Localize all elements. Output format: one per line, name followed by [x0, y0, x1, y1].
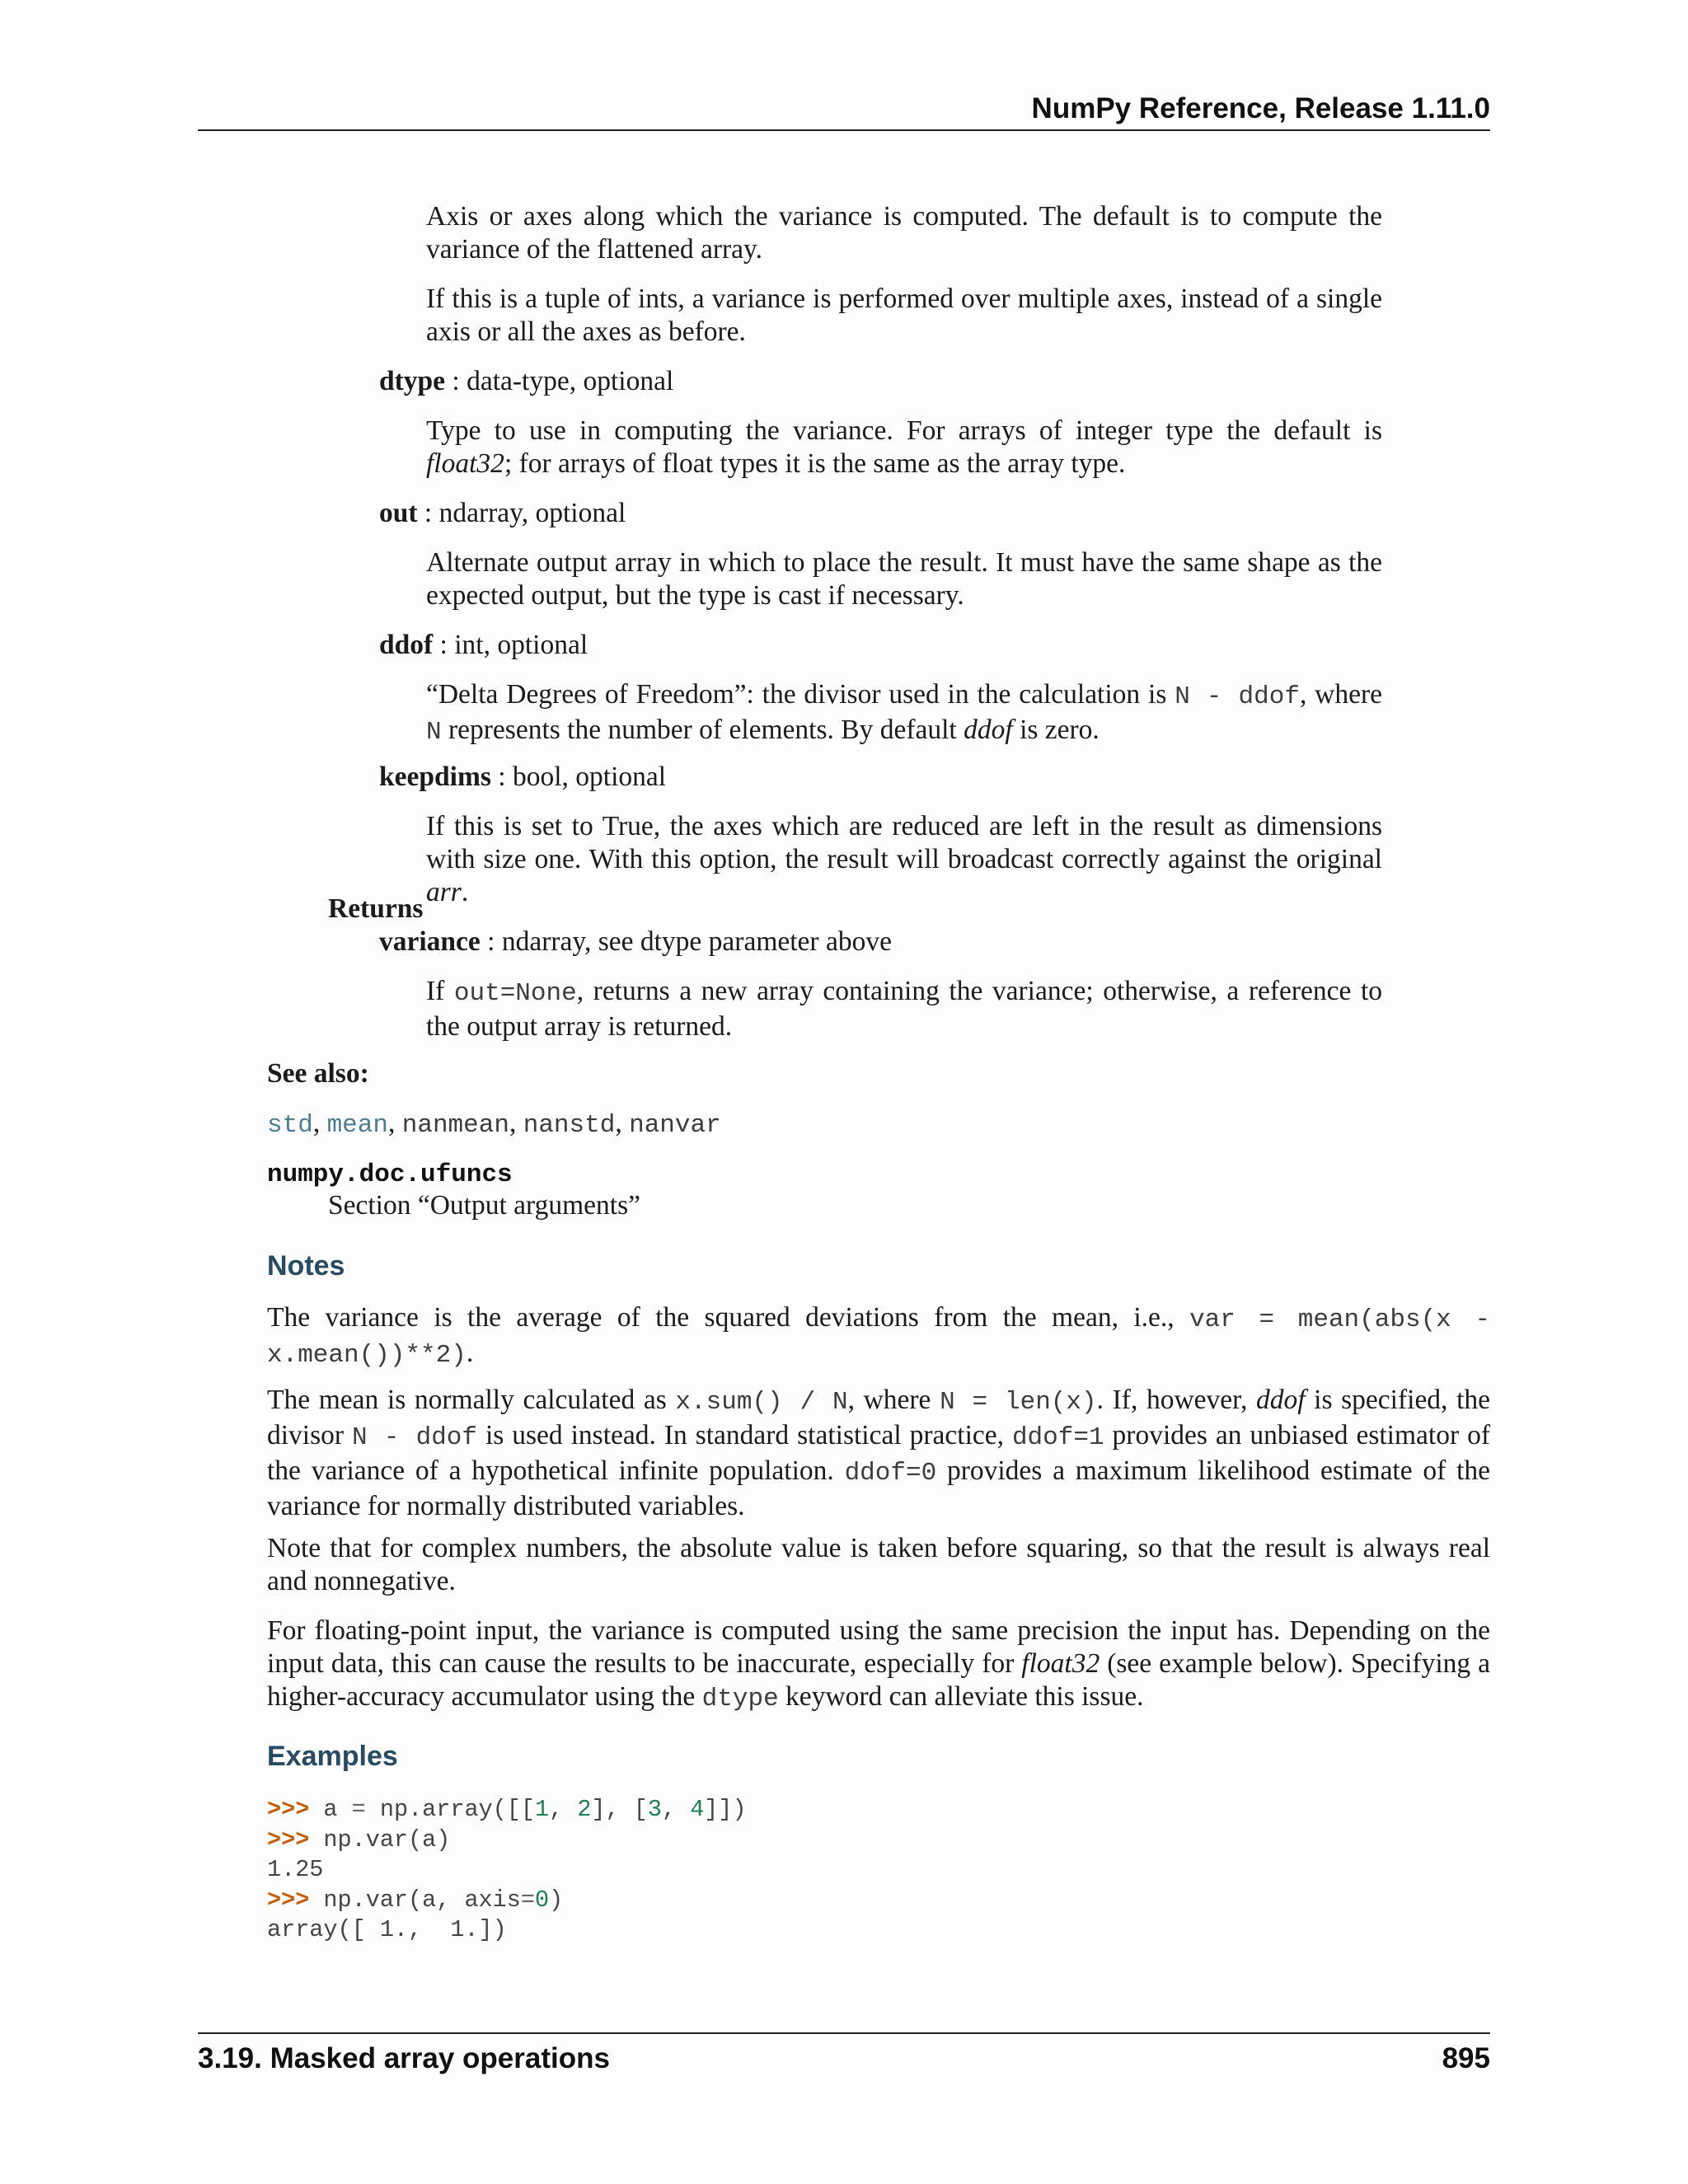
notes-p1: The variance is the average of the squared deviations from the mean, i.e., var = mean(abs(x - x.mean())**2). — [267, 1302, 1490, 1370]
see-also-nanvar: nanvar — [629, 1111, 721, 1140]
see-also-list: std, mean, nanmean, nanstd, nanvar — [267, 1108, 721, 1140]
returns-variance: variance : ndarray, see dtype parameter above — [379, 926, 892, 957]
see-also-ufuncs-desc: Section “Output arguments” — [328, 1190, 640, 1221]
param-keepdims: keepdims : bool, optional — [379, 762, 667, 792]
param-name: dtype — [379, 366, 446, 396]
notes-p4: For floating-point input, the variance is computed using the same precision the input has. Depending on the input data, this can cause the results to be inaccurate, especially for float32 (see example below). Specifying a higher-accuracy accumulator using the dtype keyword can alleviate this issue. — [267, 1615, 1491, 1713]
page-number: 895 — [1442, 2042, 1490, 2074]
code-output: 1.25 — [267, 1856, 324, 1883]
see-also-link-mean[interactable]: mean — [326, 1111, 388, 1140]
running-header: NumPy Reference, Release 1.11.0 — [1031, 92, 1490, 124]
examples-heading: Examples — [267, 1741, 398, 1772]
footer-section: 3.19. Masked array operations — [198, 2042, 610, 2074]
code-line: >>> np.var(a) — [267, 1825, 451, 1854]
param-out-desc: Alternate output array in which to place the result. It must have the same shape as the expected output, but the type is cast if necessary. — [426, 547, 1382, 611]
param-ddof-desc: “Delta Degrees of Freedom”: the divisor used in the calculation is N - ddof, where N represents the number of elements. By default ddof is zero. — [426, 679, 1383, 747]
code-line: >>> a = np.array([[1, 2], [3, 4]]) — [267, 1796, 747, 1823]
axis-description-tuple: If this is a tuple of ints, a variance is performed over multiple axes, instead of a single axis or all the axes as before. — [426, 284, 1382, 347]
param-ddof: ddof : int, optional — [379, 630, 588, 660]
see-also-heading: See also: — [267, 1058, 369, 1089]
param-dtype-desc: Type to use in computing the variance. For arrays of integer type the default is float32; for arrays of float types it is the same as the array type. — [426, 415, 1382, 479]
code-block — [267, 1795, 747, 1946]
param-dtype — [379, 365, 673, 398]
code-output: array([ 1., 1.]) — [267, 1916, 507, 1943]
param-type: : data-type, optional — [445, 366, 674, 396]
see-also-ufuncs: numpy.doc.ufuncs — [267, 1160, 513, 1189]
notes-heading: Notes — [267, 1250, 345, 1282]
footer-rule — [198, 2032, 1490, 2034]
returns-heading: Returns — [328, 893, 424, 924]
code-line: >>> np.var(a, axis=0) — [267, 1886, 564, 1914]
returns-desc: If out=None, returns a new array containing the variance; otherwise, a reference to the output array is returned. — [426, 976, 1383, 1042]
param-out: out : ndarray, optional — [379, 498, 626, 528]
see-also-nanstd: nanstd — [523, 1111, 616, 1140]
see-also-nanmean: nanmean — [401, 1111, 509, 1140]
notes-p2: The mean is normally calculated as x.sum() / N, where N = len(x). If, however, ddof is specified, the divisor N - ddof is used instead. In standard statistical practice, ddof=1 provides an unbiased estimator of the variance of a hypothetical infinite population. ddof=0 provides a maximum likelihood estimate of the variance for normally distributed variables. — [267, 1385, 1490, 1521]
notes-p3: Note that for complex numbers, the absolute value is taken before squaring, so that the result is always real and nonnegative. — [267, 1533, 1490, 1596]
header-rule — [198, 129, 1490, 131]
see-also-link-std[interactable]: std — [267, 1111, 313, 1140]
axis-description: Axis or axes along which the variance is computed. The default is to compute the variance of the flattened array. — [426, 201, 1382, 265]
param-keepdims-desc: If this is set to True, the axes which are reduced are left in the result as dimensions with size one. With this option, the result will broadcast correctly against the original arr. — [426, 811, 1382, 907]
